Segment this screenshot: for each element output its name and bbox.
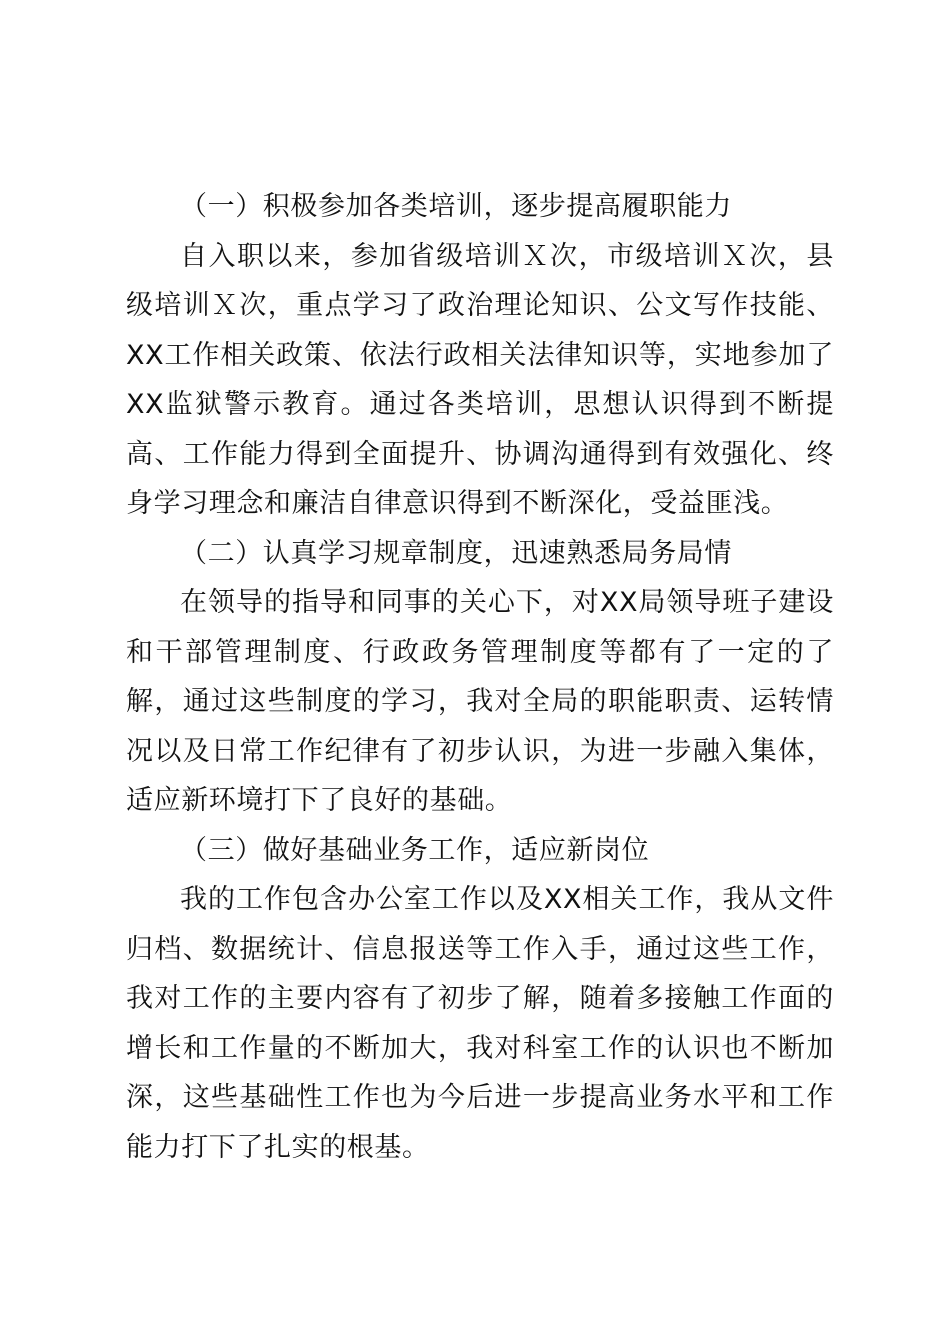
- section-heading-3: （三）做好基础业务工作，适应新岗位: [180, 834, 650, 866]
- section-heading-2: （二）认真学习规章制度，迅速熟悉局务局情: [180, 537, 732, 569]
- section-paragraph-3: 我的工作包含办公室工作以及XX相关工作，我从文件归档、数据统计、信息报送等工作入手，通过这些工作，我对工作的主要内容有了初步了解，随着多接触工作面的增长和工作量的不断加大，我对科室工作的认识也不断加深，这些基础性工作也为今后进一步提高业务水平和工作能力打下了扎实的根基。: [126, 884, 834, 1163]
- section-heading-1: （一）积极参加各类培训，逐步提高履职能力: [180, 191, 732, 222]
- section-paragraph-1: 自入职以来，参加省级培训Ｘ次，市级培训Ｘ次，县级培训Ｘ次，重点学习了政治理论知识、公文写作技能、XX工作相关政策、依法行政相关法律知识等，实地参加了XX监狱警示教育。通过各类培训，思想认识得到不断提高、工作能力得到全面提升、协调沟通得到有效强化、终身学习理念和廉洁自律意识得到不断深化，受益匪浅。: [126, 240, 834, 519]
- section-paragraph-2: 在领导的指导和同事的关心下，对XX局领导班子建设和干部管理制度、行政政务管理制度等都有了一定的了解，通过这些制度的学习，我对全局的职能职责、运转情况以及日常工作纪律有了初步认识，为进一步融入集体，适应新环境打下了良好的基础。: [126, 587, 834, 816]
- document-body: [126, 182, 834, 1172]
